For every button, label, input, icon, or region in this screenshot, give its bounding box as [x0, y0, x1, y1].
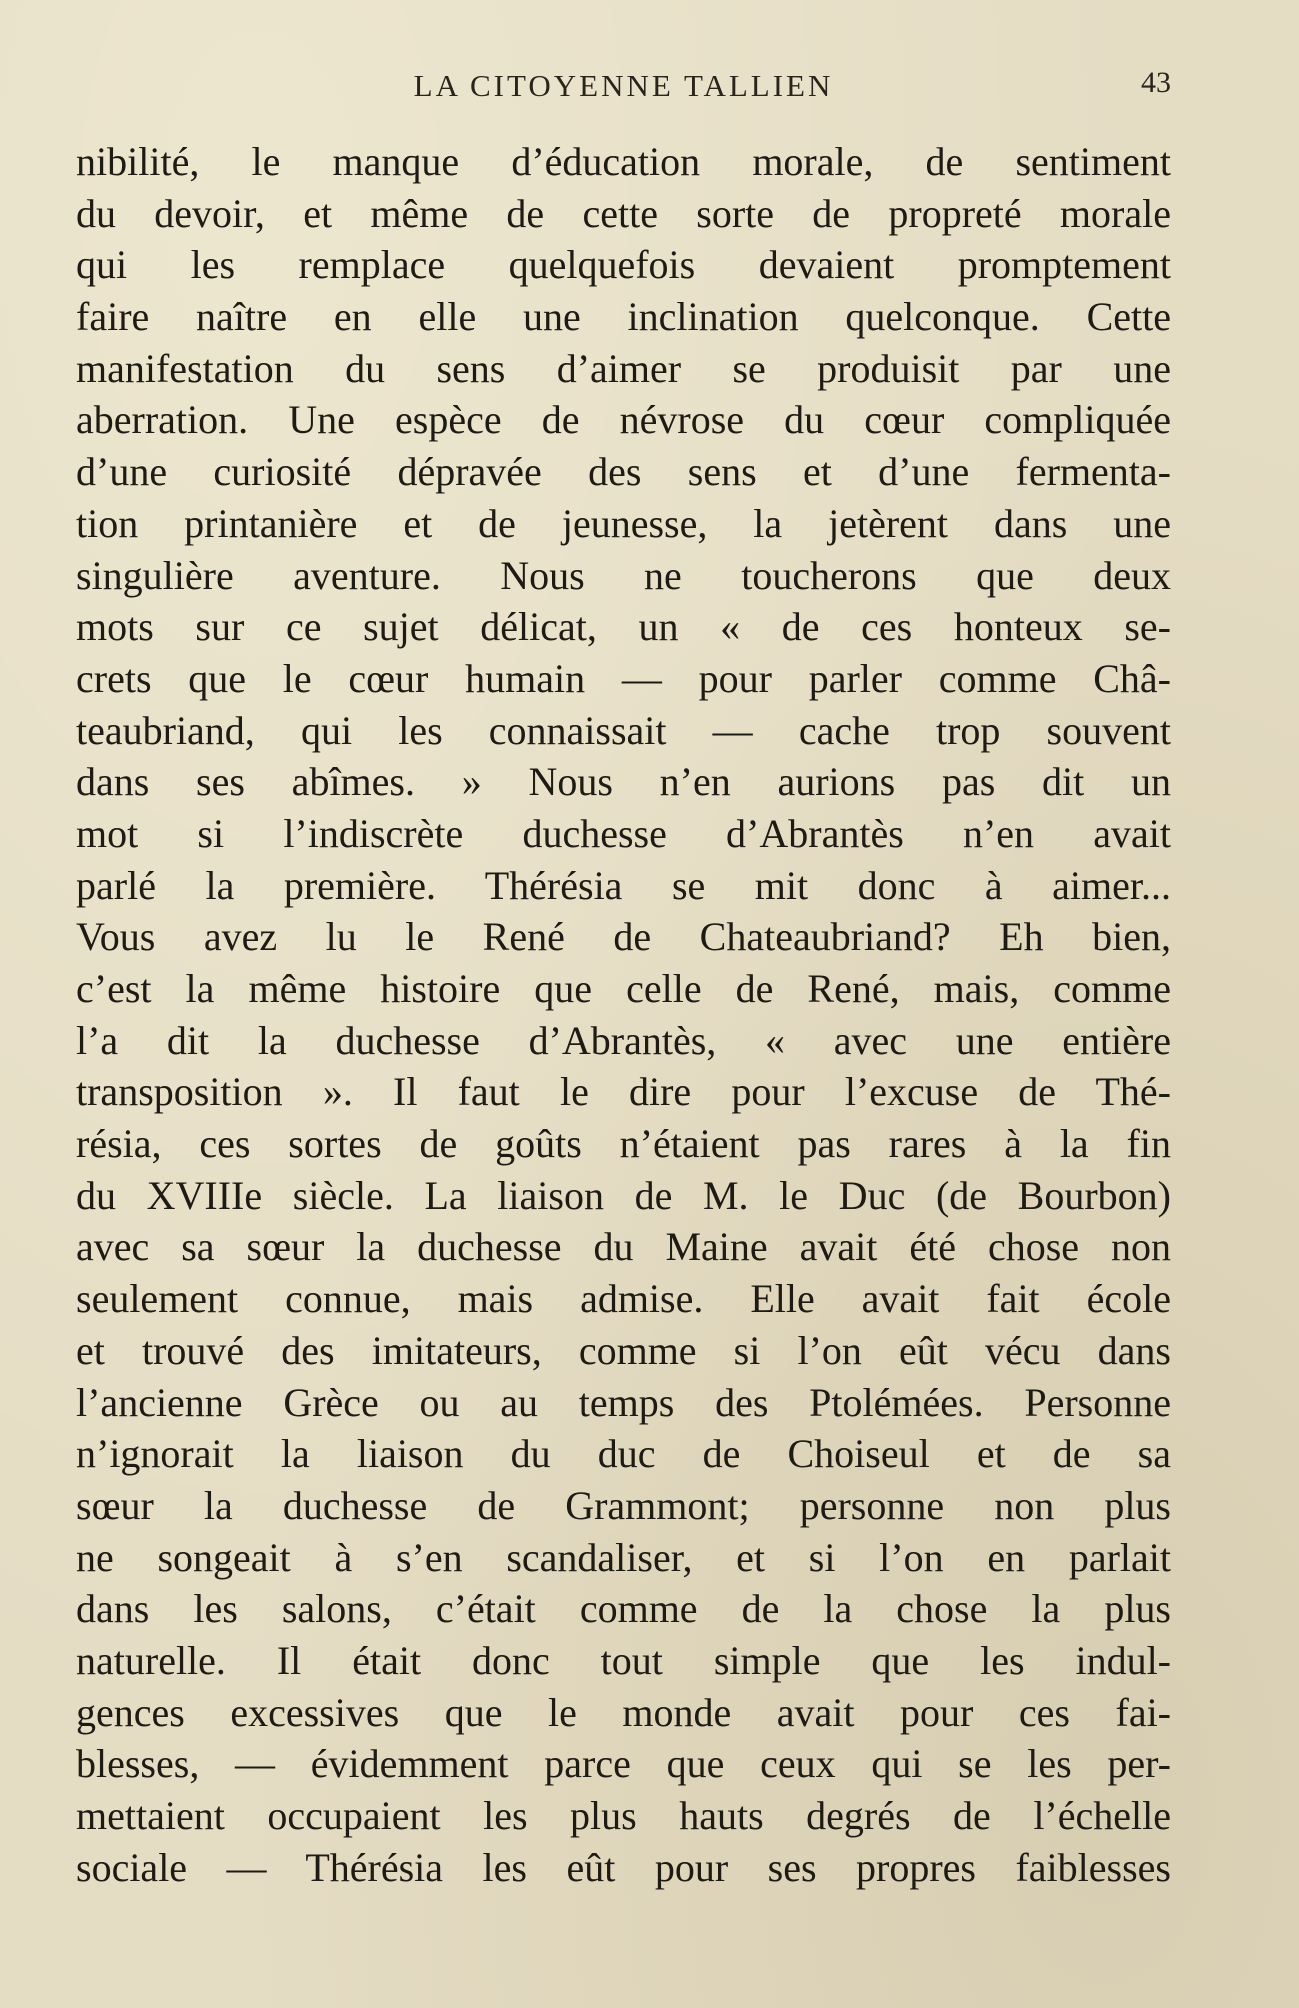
text-line: teaubriand, qui les connaissait — cache trop souvent	[76, 707, 1171, 753]
text-line: Vous avez lu le René de Chateaubriand? Eh bien,	[76, 914, 1171, 960]
text-line: seulement connue, mais admise. Elle avait fait école	[76, 1276, 1171, 1322]
text-line: blesses, — évidemment parce que ceux qui se les per-	[76, 1741, 1171, 1787]
text-line: avec sa sœur la duchesse du Maine avait été chose non	[76, 1224, 1171, 1270]
text-line: manifestation du sens d’aimer se produisit par une	[76, 345, 1171, 391]
text-line: du XVIIIe siècle. La liaison de M. le Duc (de Bourbon)	[76, 1172, 1171, 1218]
text-line: mots sur ce sujet délicat, un « de ces honteux se-	[76, 604, 1171, 650]
text-line: naturelle. Il était donc tout simple que les indul-	[76, 1637, 1171, 1683]
text-line: gences excessives que le monde avait pour ces fai-	[76, 1689, 1171, 1735]
text-line: qui les remplace quelquefois devaient promptement	[76, 242, 1171, 288]
text-line: crets que le cœur humain — pour parler comme Châ-	[76, 655, 1171, 701]
text-line: et trouvé des imitateurs, comme si l’on eût vécu dans	[76, 1327, 1171, 1373]
text-line: l’a dit la duchesse d’Abrantès, « avec une entière	[76, 1017, 1171, 1063]
text-line: transposition ». Il faut le dire pour l’excuse de Thé-	[76, 1069, 1171, 1115]
text-line: aberration. Une espèce de névrose du cœur compliquée	[76, 397, 1171, 443]
text-line: d’une curiosité dépravée des sens et d’une fermenta-	[76, 449, 1171, 495]
text-line: ne songeait à s’en scandaliser, et si l’on en parlait	[76, 1534, 1171, 1580]
text-line: l’ancienne Grèce ou au temps des Ptolémées. Personne	[76, 1379, 1171, 1425]
text-line: c’est la même histoire que celle de René, mais, comme	[76, 966, 1171, 1011]
text-line: parlé la première. Thérésia se mit donc à aimer...	[76, 862, 1171, 908]
text-line: dans les salons, c’était comme de la chose la plus	[76, 1586, 1171, 1632]
text-line: dans ses abîmes. » Nous n’en aurions pas dit un	[76, 759, 1171, 805]
running-title: LA CITOYENNE TALLIEN	[413, 68, 834, 103]
text-line: du devoir, et même de cette sorte de propreté morale	[76, 190, 1171, 236]
text-line: mettaient occupaient les plus hauts degrés de l’échelle	[76, 1793, 1171, 1838]
text-line: faire naître en elle une inclination quelconque. Cette	[76, 294, 1171, 340]
text-line: résia, ces sortes de goûts n’étaient pas rares à la fin	[76, 1121, 1171, 1167]
body-text	[76, 136, 1171, 1893]
text-line: mot si l’indiscrète duchesse d’Abrantès n’en avait	[76, 810, 1171, 856]
text-line: sociale — Thérésia les eût pour ses propres faiblesses	[76, 1844, 1171, 1890]
text-line: sœur la duchesse de Grammont; personne non plus	[76, 1482, 1171, 1528]
text-line: nibilité, le manque d’éducation morale, de sentiment	[76, 139, 1171, 184]
running-head	[76, 60, 1171, 120]
text-line: singulière aventure. Nous ne toucherons que deux	[76, 552, 1171, 598]
text-line: n’ignorait la liaison du duc de Choiseul et de sa	[76, 1431, 1171, 1477]
text-line: tion printanière et de jeunesse, la jetèrent dans une	[76, 500, 1171, 546]
page-number: 43	[1141, 66, 1171, 99]
